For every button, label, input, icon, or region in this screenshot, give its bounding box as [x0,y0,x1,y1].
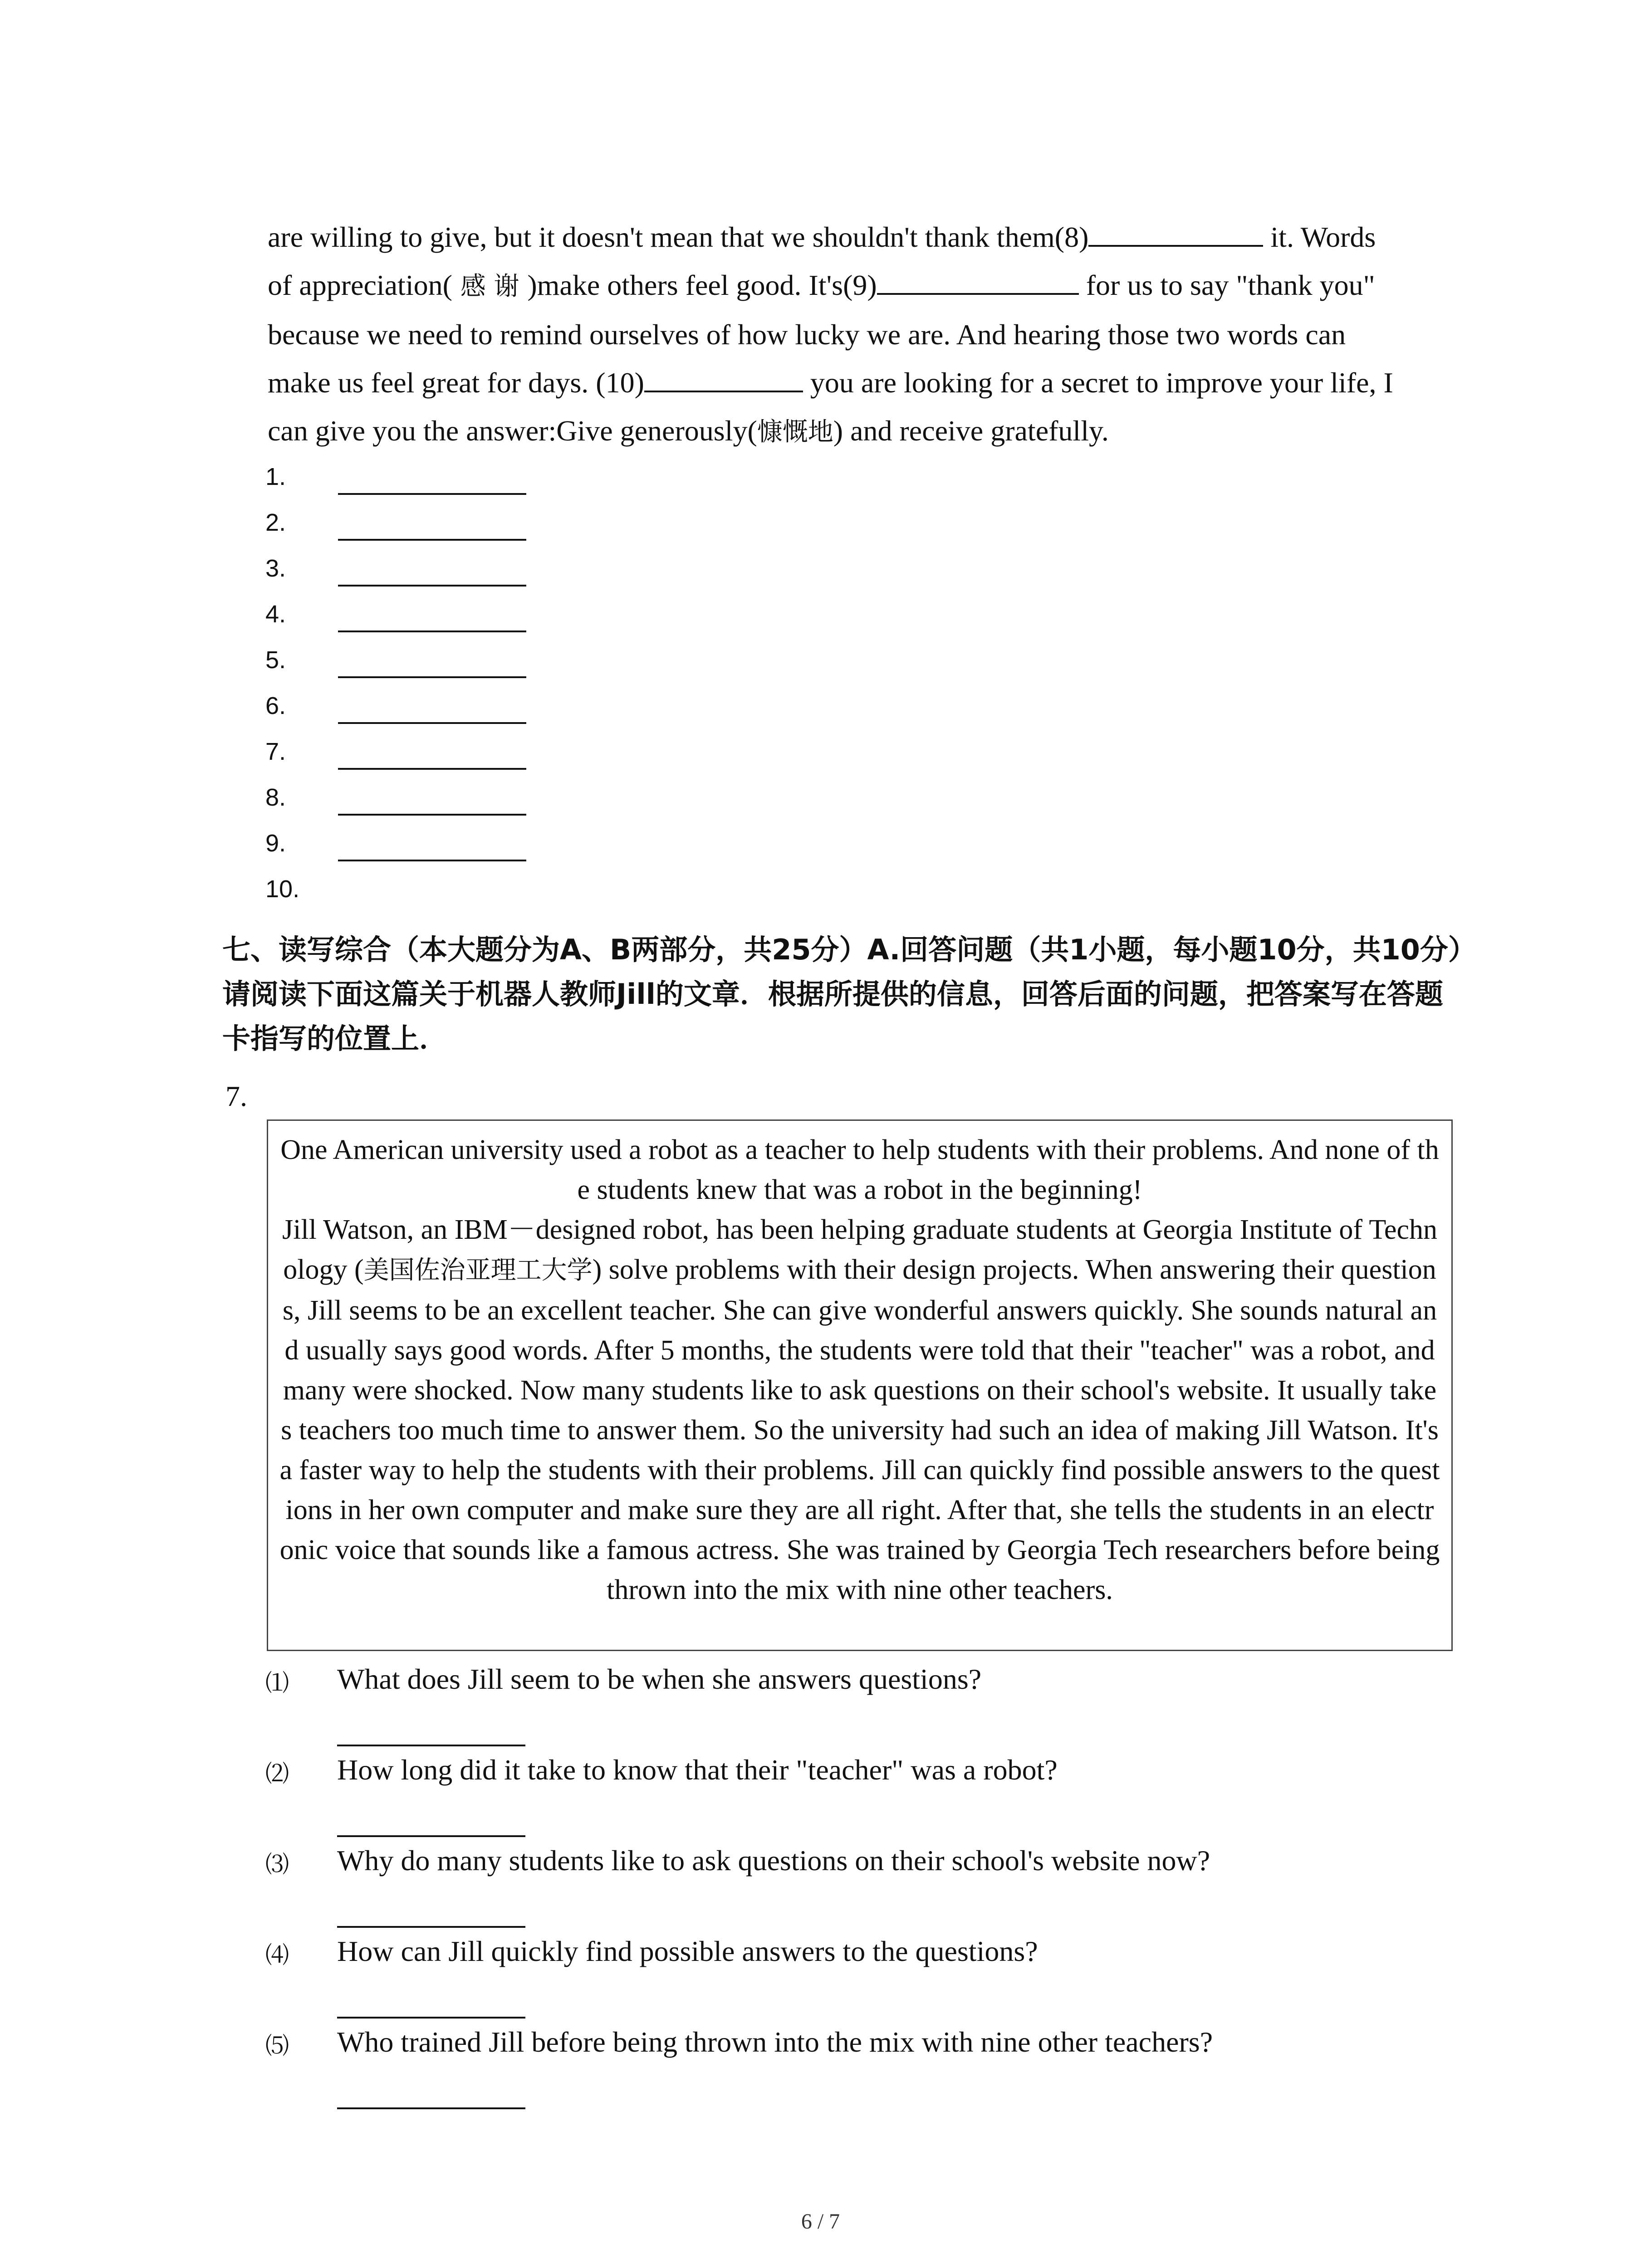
sub-question-answer-blank[interactable] [337,1745,525,1746]
passage-fragment: ) and receive gratefully. [833,415,1109,447]
answer-row [265,499,674,545]
sub-question-answer-blank[interactable] [337,2107,525,2109]
answer-number: 10. [265,875,300,903]
reading-passage-box [267,1119,1453,1651]
answer-row [265,683,674,728]
sub-question-answer-blank[interactable] [337,2017,525,2019]
answer-list [265,454,674,912]
passage-fragment: are willing to give, but it doesn't mean that we shouldn't thank them(8) [268,221,1089,253]
sub-question [265,1660,1463,1751]
passage-fragment: of appreciation( [268,269,452,301]
reading-fragment: ) solve problems with their design projects. When answering their questions, Jill seems to be an excellent teacher. She can give wonderful answers quickly. She sounds natural and usually says good words. After 5 months, the students were told that their "teacher" was a robot, and many were shocked. Now many students like to ask questions on their school's website. It usually takes teachers too much time to answer them. So the university had such an idea of making Jill Watson. It's a faster way to help the students with their problems. Jill can quickly find possible answers to the questions in her own computer and make sure they are all right. After that, she tells the students in an electronic voice that sounds like a famous actress. She was trained by Georgia Tech researchers before being thrown into the mix with nine other teachers. [279,1254,1440,1605]
chinese-gloss: 慷慨地 [757,417,833,447]
sub-question-text: Who trained Jill before being thrown into the mix with nine other teachers? [337,2026,1213,2058]
question-number: 7. [225,1080,247,1112]
sub-question-text: How can Jill quickly find possible answers to the questions? [337,1935,1038,1967]
blank-10[interactable] [644,364,803,392]
answer-row [265,820,674,866]
answer-number: 4. [265,601,286,628]
passage-line [268,213,1456,261]
answer-blank[interactable] [338,493,526,495]
sub-question-number: ⑴ [265,1670,289,1696]
sub-question [265,2023,1463,2114]
answer-number: 8. [265,784,286,811]
answer-blank[interactable] [338,539,526,541]
reading-fragment: Jill Watson, an IBM－designed robot, has been helping graduate students at Georgia Institute of Technology ( [282,1214,1437,1285]
answer-number: 7. [265,738,286,765]
answer-number: 6. [265,692,286,719]
answer-blank[interactable] [338,631,526,632]
sub-question-text: Why do many students like to ask questions on their school's website now? [337,1844,1210,1877]
answer-row [265,454,674,499]
answer-row [265,591,674,637]
passage-line [268,359,1456,407]
sub-question [265,1932,1463,2023]
answer-row [265,637,674,683]
section-heading: 七、读写综合（本大题分为A、B两部分，共25分）A.回答问题（共1小题，每小题10分，共10分）请阅读下面这篇关于机器人教师Jill的文章．根据所提供的信息，回答后面的问题，把答案写在答题卡指写的位置上． [222,933,1462,1055]
sub-question-number: ⑸ [265,2033,289,2059]
answer-number: 5. [265,646,286,674]
reading-paragraph-2 [279,1210,1440,1610]
answer-blank[interactable] [338,676,526,678]
chinese-gloss: 感 谢 [452,272,528,301]
sub-question-number: ⑷ [265,1942,289,1969]
passage-fragment: you are looking for a secret to improve your life, I [803,367,1393,399]
passage-fragment: make us feel great for days. (10) [268,367,644,399]
answer-blank[interactable] [338,768,526,770]
answer-number: 1. [265,463,286,490]
sub-question [265,1842,1463,1932]
passage-fragment: for us to say "thank you" [1078,269,1375,301]
passage-line: because we need to remind ourselves of how lucky we are. And hearing those two words can [268,318,1346,351]
passage-line [268,407,1456,456]
answer-blank[interactable] [338,860,526,861]
blank-8[interactable] [1088,219,1263,247]
passage-fragment: it. Words [1263,221,1376,253]
sub-question-number: ⑶ [265,1852,289,1878]
answer-row [265,866,674,912]
sub-question-number: ⑵ [265,1761,289,1787]
blank-9[interactable] [877,267,1079,295]
passage-fragment: )make others feel good. It's(9) [527,269,877,301]
sub-question [265,1751,1463,1842]
chinese-gloss: 美国佐治亚理工大学 [363,1256,593,1285]
answer-row [265,545,674,591]
passage-fragment: can give you the answer:Give generously( [268,415,757,447]
answer-row [265,774,674,820]
passage-text [268,213,1456,456]
answer-blank[interactable] [338,585,526,587]
answer-blank[interactable] [338,814,526,816]
sub-question-answer-blank[interactable] [337,1926,525,1928]
answer-blank[interactable] [338,722,526,724]
answer-number: 2. [265,509,286,536]
page-number: 6 / 7 [801,2209,840,2234]
answer-number: 9. [265,830,286,857]
sub-question-text: How long did it take to know that their "teacher" was a robot? [337,1754,1058,1786]
answer-number: 3. [265,555,286,582]
sub-question-answer-blank[interactable] [337,1835,525,1837]
sub-question-text: What does Jill seem to be when she answers questions? [337,1663,982,1695]
reading-paragraph-1: One American university used a robot as a teacher to help students with their problems. And none of the students knew that was a robot in the beginning! [280,1134,1439,1205]
answer-row [265,728,674,774]
passage-line [268,261,1456,311]
